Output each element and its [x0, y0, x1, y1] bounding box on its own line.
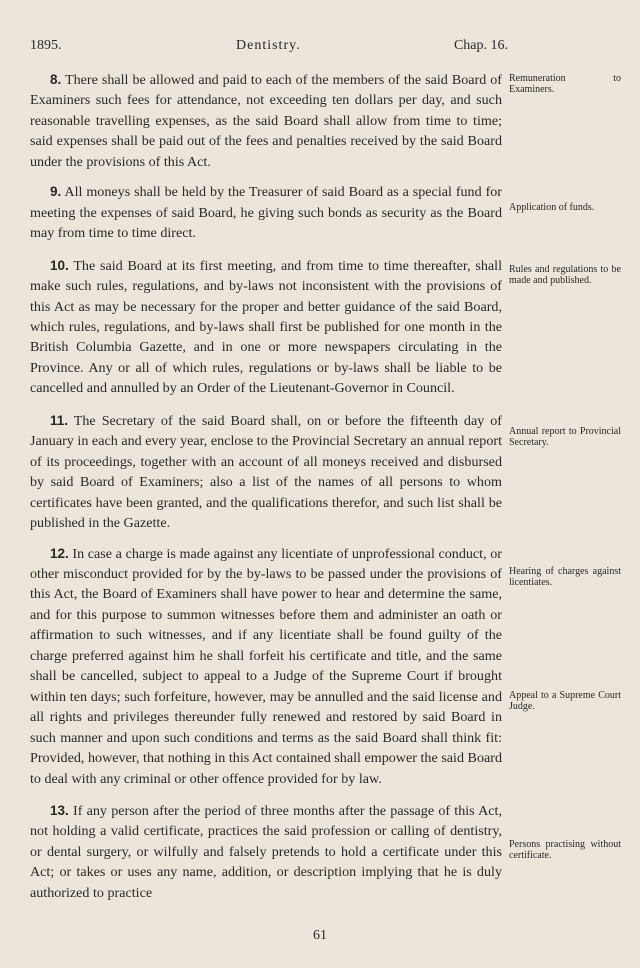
- section-number: 12.: [50, 545, 69, 561]
- section-8: [30, 70, 502, 172]
- running-header: [30, 38, 508, 58]
- section-13: [30, 801, 502, 903]
- margin-note-appeal: Appeal to a Supreme Court Judge.: [509, 690, 621, 712]
- margin-note-hearing: Hearing of charges against licentiates.: [509, 566, 621, 588]
- section-text: There shall be allowed and paid to each of the members of the said Board of Examiners such fees for attendance, not exceeding ten dollars per day, and such reasonable travelling expenses, as the said Board shall allow from time to time; said expenses shall be paid out of the fees and penalties received by the said Board under the provisions of this Act.: [30, 72, 502, 170]
- section-number: 9.: [50, 184, 62, 200]
- margin-note-remuneration: Remuneration to Examiners.: [509, 73, 621, 95]
- page-number: 61: [313, 928, 327, 943]
- section-number: 11.: [50, 412, 69, 428]
- margin-note-annual-report: Annual report to Provincial Secretary.: [509, 426, 621, 448]
- section-number: 13.: [50, 802, 69, 818]
- statute-body: [30, 70, 502, 903]
- section-10: [30, 256, 502, 399]
- section-number: 10.: [50, 257, 69, 273]
- header-chapter: Chap. 16.: [453, 38, 508, 53]
- section-text: The Secretary of the said Board shall, on or before the fifteenth day of January in each and every year, enclose to the Provincial Secretary an annual report of its proceedings, together with an account of all moneys received and disbursed by said Board of Examiners; also a list of the names of all persons to whom certificates have been granted, and the qualifications therefor, and such list shall be published in the Gazette.: [30, 412, 502, 532]
- section-text: The said Board at its first meeting, and from time to time thereafter, shall make such rules, regulations, and by-laws not inconsistent with the provisions of this Act as may be necessary for the proper and better guidance of the said Board, which rules, regulations, and by-laws shall first be published for one month in the British Columbia Gazette, and in one or more newspapers circulating in the Province. Any or all of which rules, regulations or by-laws shall be liable to be cancelled and annulled by an Order of the Lieutenant-Governor in Council.: [30, 257, 502, 397]
- margin-note-funds: Application of funds.: [509, 202, 595, 213]
- margin-note-practising: Persons practising without certificate.: [509, 839, 621, 861]
- margin-note-rules: Rules and regulations to be made and published.: [509, 264, 621, 286]
- section-text: All moneys shall be held by the Treasurer of said Board as a special fund for meeting the expenses of said Board, he giving such bonds as security as the Board may from time to time direct.: [30, 184, 502, 242]
- section-text: If any person after the period of three months after the passage of this Act, not holding a valid certificate, practices the said profession or calling of dentistry, or dental surgery, or wilfully and falsely pretends to hold a certificate under this Act; or takes or uses any name, addition, or description implying that he is duly authorized to practice: [30, 802, 502, 901]
- header-year: 1895.: [30, 38, 62, 53]
- section-11: [30, 411, 502, 534]
- header-title: Dentistry.: [236, 38, 301, 53]
- section-text: In case a charge is made against any licentiate of unprofessional conduct, or other misconduct provided for by the by-laws to be passed under the provisions of this Act, the Board of Examiners shall have power to hear and determine the same, and for this purpose to summon witnesses before them and administer an oath or affirmation to such witnesses, and if any licentiate shall be found guilty of the charge preferred against him he shall forfeit his certificate and title, and the same shall be cancelled, subject to appeal to a Judge of the Supreme Court if brought within ten days; such forfeiture, however, may be annulled and the said license and all rights and privileges thereunder fully renewed and restored by said Board in such manner and upon such conditions and terms as the said Board shall think fit: Provided, however, that nothing in this Act contained shall empower the said Board to deal with any criminal or other offence provided for by law.: [30, 545, 502, 787]
- section-12: [30, 544, 502, 789]
- section-9: [30, 182, 502, 243]
- section-number: 8.: [50, 72, 62, 87]
